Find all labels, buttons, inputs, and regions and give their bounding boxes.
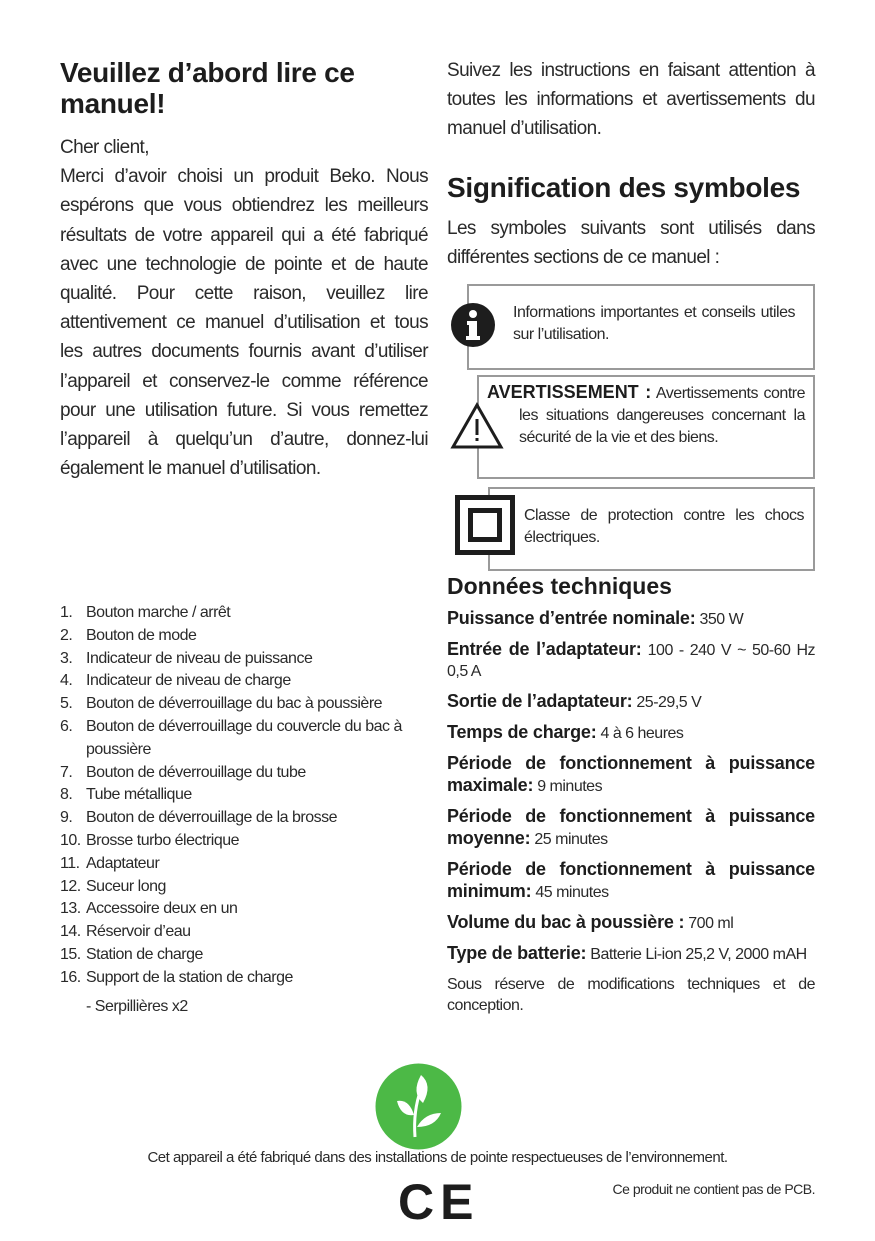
parts-list-item: [60, 625, 428, 648]
warning-label: AVERTISSEMENT :: [487, 382, 652, 402]
pcb-statement: Ce produit ne contient pas de PCB.: [612, 1181, 815, 1197]
item-label: Bouton de déverrouillage du couvercle du bac à poussière: [86, 717, 402, 758]
item-number: 15.: [60, 945, 81, 963]
item-label: Bouton de déverrouillage du tube: [86, 763, 306, 781]
spec-label: Puissance d’entrée nominale:: [447, 608, 696, 628]
left-column: [60, 57, 428, 483]
parts-list-item: [60, 716, 428, 762]
eco-statement: Cet appareil a été fabriqué dans des installations de pointe respectueuses de l’environnement.: [147, 1149, 728, 1166]
tech-spec: [447, 639, 815, 682]
parts-extra: - Serpillières x2: [86, 997, 188, 1015]
symbol-warning-box: [477, 375, 815, 479]
tech-spec: [447, 859, 815, 903]
item-number: 6.: [60, 717, 73, 735]
intro-paragraph: Merci d’avoir choisi un produit Beko. Nous espérons que vous obtiendrez les meilleurs résultats de votre appareil qui a été fabriqué avec une technologie de pointe et de haute qualité. Pour cette raison, veuillez lire attentivement ce manuel d’utilisation et tous les autres documents fournis avant d’utiliser l’appareil et conservez-le comme référence pour une utilisation future. Si vous remettez l’appareil à quelqu’un d’autre, donnez-lui également le manuel d’utilisation.: [60, 166, 428, 480]
item-label: Station de charge: [86, 945, 203, 963]
item-number: 5.: [60, 695, 73, 713]
page-title: Veuillez d’abord lire ce manuel!: [60, 57, 355, 119]
item-number: 11.: [60, 854, 80, 872]
item-number: 7.: [60, 763, 73, 781]
symbol-warning-text: [487, 381, 805, 449]
tech-spec: [447, 912, 815, 934]
right-column: [447, 56, 815, 272]
item-label: Bouton de déverrouillage du bac à poussière: [86, 695, 383, 713]
item-number: 3.: [60, 649, 73, 667]
spec-label: Temps de charge:: [447, 722, 597, 742]
parts-list-item: [60, 602, 428, 625]
tech-title: Données techniques: [447, 573, 672, 599]
tech-spec: [447, 753, 815, 797]
tech-list: [447, 608, 815, 965]
parts-list-item: [60, 876, 428, 899]
item-number: 9.: [60, 809, 73, 827]
parts-list-item: [60, 784, 428, 807]
item-label: Support de la station de charge: [86, 968, 293, 986]
parts-list: [60, 602, 428, 990]
symbol-class2-box: [488, 487, 815, 571]
item-number: 10.: [60, 831, 81, 849]
item-label: Adaptateur: [86, 854, 160, 872]
spec-value: 700 ml: [688, 915, 734, 932]
double-insulation-icon: [455, 495, 515, 555]
item-number: 13.: [60, 900, 81, 918]
spec-value: 100 - 240 V ~ 50-60 Hz 0,5 A: [447, 642, 815, 680]
item-number: 4.: [60, 672, 73, 690]
spec-label: Entrée de l’adaptateur:: [447, 639, 642, 659]
item-number: 8.: [60, 786, 73, 804]
parts-list-item: [60, 853, 428, 876]
parts-list-item: [60, 807, 428, 830]
item-number: 12.: [60, 877, 81, 895]
warning-triangle-icon: [450, 402, 504, 450]
symbols-title: Signification des symboles: [447, 171, 801, 203]
tech-spec: [447, 608, 815, 630]
spec-label: Période de fonctionnement à puissance minimum:: [447, 859, 815, 901]
parts-list-section: [60, 602, 428, 1016]
parts-list-item: [60, 967, 428, 990]
parts-list-item: [60, 921, 428, 944]
tech-spec: [447, 806, 815, 850]
spec-value: 350 W: [699, 611, 744, 628]
item-label: Tube métallique: [86, 786, 192, 804]
symbols-intro: Les symboles suivants sont utilisés dans différentes sections de ce manuel :: [447, 217, 815, 268]
spec-value: 25 minutes: [534, 831, 608, 848]
item-label: Suceur long: [86, 877, 166, 895]
warning-description: Avertissements contre les situations dangereuses concernant la sécurité de la vie et des biens.: [519, 385, 805, 446]
eco-leaf-icon: [375, 1063, 462, 1150]
spec-value: 4 à 6 heures: [600, 725, 684, 742]
spec-label: Période de fonctionnement à puissance maximale:: [447, 753, 815, 795]
greeting: Cher client,: [60, 137, 149, 158]
parts-list-item: [60, 944, 428, 967]
parts-list-item: [60, 898, 428, 921]
symbol-info-text: Informations importantes et conseils utiles sur l’utilisation.: [513, 304, 795, 343]
ce-mark-icon: CE: [398, 1174, 480, 1230]
item-label: Indicateur de niveau de charge: [86, 672, 291, 690]
spec-label: Période de fonctionnement à puissance moyenne:: [447, 806, 815, 848]
item-label: Bouton de mode: [86, 626, 197, 644]
item-number: 14.: [60, 923, 81, 941]
spec-value: Batterie Li-ion 25,2 V, 2000 mAH: [590, 946, 807, 963]
item-number: 1.: [60, 604, 73, 621]
item-number: 16.: [60, 968, 81, 986]
item-label: Bouton marche / arrêt: [86, 604, 231, 621]
tech-spec: [447, 691, 815, 713]
follow-instructions: Suivez les instructions en faisant attention à toutes les informations et avertissements du manuel d’utilisation.: [447, 60, 815, 140]
item-label: Indicateur de niveau de puissance: [86, 649, 313, 667]
item-label: Bouton de déverrouillage de la brosse: [86, 809, 338, 827]
symbol-class2-text: Classe de protection contre les chocs électriques.: [524, 507, 804, 546]
spec-label: Type de batterie:: [447, 943, 587, 963]
item-label: Accessoire deux en un: [86, 900, 238, 918]
item-label: Réservoir d’eau: [86, 923, 191, 941]
spec-label: Sortie de l’adaptateur:: [447, 691, 633, 711]
spec-value: 25-29,5 V: [636, 694, 702, 711]
tech-section: [447, 572, 815, 1025]
parts-list-item: [60, 648, 428, 671]
parts-list-item: [60, 830, 428, 853]
spec-value: 45 minutes: [535, 884, 609, 901]
item-label: Brosse turbo électrique: [86, 831, 240, 849]
tech-spec: [447, 943, 815, 965]
spec-value: 9 minutes: [537, 778, 603, 795]
spec-label: Volume du bac à poussière :: [447, 912, 685, 932]
parts-list-item: [60, 693, 428, 716]
item-number: 2.: [60, 626, 73, 644]
parts-list-item: [60, 670, 428, 693]
parts-list-item: [60, 762, 428, 785]
notice: Sous réserve de modifications techniques et de conception.: [447, 976, 815, 1014]
symbol-info-box: [467, 284, 815, 370]
tech-spec: [447, 722, 815, 744]
info-icon: [450, 302, 496, 348]
